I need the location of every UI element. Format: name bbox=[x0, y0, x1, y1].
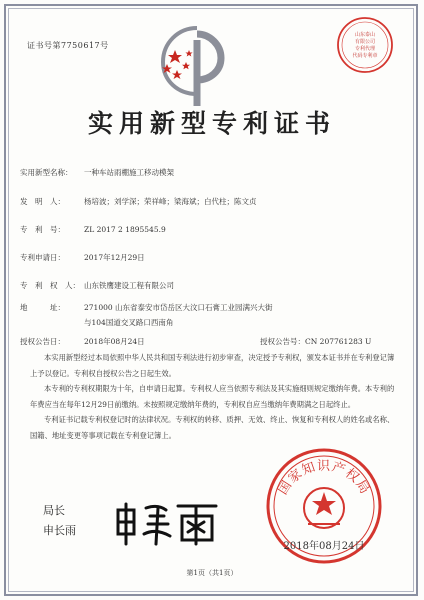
agency-seal-text bbox=[347, 32, 383, 60]
svg-text:国家知识产权局 bbox=[276, 459, 373, 498]
field-grant-number bbox=[260, 336, 371, 347]
field-utility-model-name bbox=[20, 167, 174, 178]
director-signature bbox=[112, 500, 222, 548]
field-value: 271000 山东省泰安市岱岳区大汶口石膏工业园满兴大街 bbox=[84, 303, 273, 312]
field-label: 地 址： bbox=[20, 303, 65, 312]
field-value: ZL 2017 2 1895545.9 bbox=[84, 225, 166, 234]
signatory-name: 申长雨 bbox=[43, 524, 76, 537]
seal-date: 2018年08月24日 bbox=[283, 541, 365, 552]
certificate-body bbox=[30, 350, 400, 443]
field-label: 授权公告日： bbox=[20, 337, 65, 346]
body-paragraph: 本实用新型经过本局依照中华人民共和国专利法进行初步审查，决定授予专利权，颁发本证书并在专利登记簿上予以登记。专利权自授权公告之日起生效。 bbox=[30, 353, 395, 378]
field-label: 专 利 号： bbox=[20, 225, 65, 234]
field-value: 一种车站雨棚施工移动模架 bbox=[84, 168, 174, 177]
body-paragraph: 本专利的专利权期限为十年，自申请日起算。专利权人应当依照专利法及其实施细则规定缴纳年费。本专利的年费应当在每年12月29日前缴纳。未按照规定缴纳年费的，专利权自应当缴纳年费期满之日起终止。 bbox=[30, 384, 395, 409]
field-grant-date bbox=[20, 336, 145, 347]
certificate-title: 实用新型专利证书 bbox=[87, 109, 336, 138]
field-label: 专 利 权 人： bbox=[20, 281, 80, 290]
agency-seal-line: 专利代理 bbox=[354, 46, 375, 52]
field-label: 专利申请日： bbox=[20, 253, 65, 262]
field-value: 山东铁鹰建设工程有限公司 bbox=[84, 281, 174, 290]
field-label: 授权公告号： bbox=[260, 337, 305, 346]
agency-seal-line: 代码专利章 bbox=[352, 53, 378, 59]
field-value: CN 207761283 U bbox=[305, 337, 372, 346]
body-paragraph: 专利证书记载专利权登记时的法律状况。专利权的转移、质押、无效、终止、恢复和专利权人的姓名或名称、国籍、地址变更等事项记载在专利登记簿上。 bbox=[30, 415, 395, 440]
field-patentee bbox=[20, 280, 174, 291]
agency-seal-line: 山东泰山 bbox=[354, 32, 375, 38]
patent-office-logo bbox=[153, 20, 241, 108]
field-address bbox=[20, 302, 273, 313]
agency-seal-line: 有限公司 bbox=[354, 39, 375, 45]
address-line-2: 与104国道交叉路口西南角 bbox=[84, 318, 174, 327]
field-inventors bbox=[20, 196, 257, 207]
field-label: 发 明 人： bbox=[20, 197, 65, 206]
field-value: 杨培波；刘学深；荣祥峰；梁海斌；白代柱；陈文贞 bbox=[84, 197, 257, 206]
field-value: 2018年08月24日 bbox=[84, 337, 145, 346]
field-label: 实用新型名称： bbox=[20, 168, 73, 177]
field-application-date bbox=[20, 252, 145, 263]
field-value: 2017年12月29日 bbox=[84, 253, 145, 262]
certificate-number: 证书号第7750617号 bbox=[27, 41, 109, 50]
page-number: 第1页（共1页） bbox=[186, 569, 238, 577]
signatory-title: 局长 bbox=[43, 504, 65, 517]
seal-text: 国家知识产权局 bbox=[275, 459, 373, 498]
field-patent-number bbox=[20, 224, 166, 235]
